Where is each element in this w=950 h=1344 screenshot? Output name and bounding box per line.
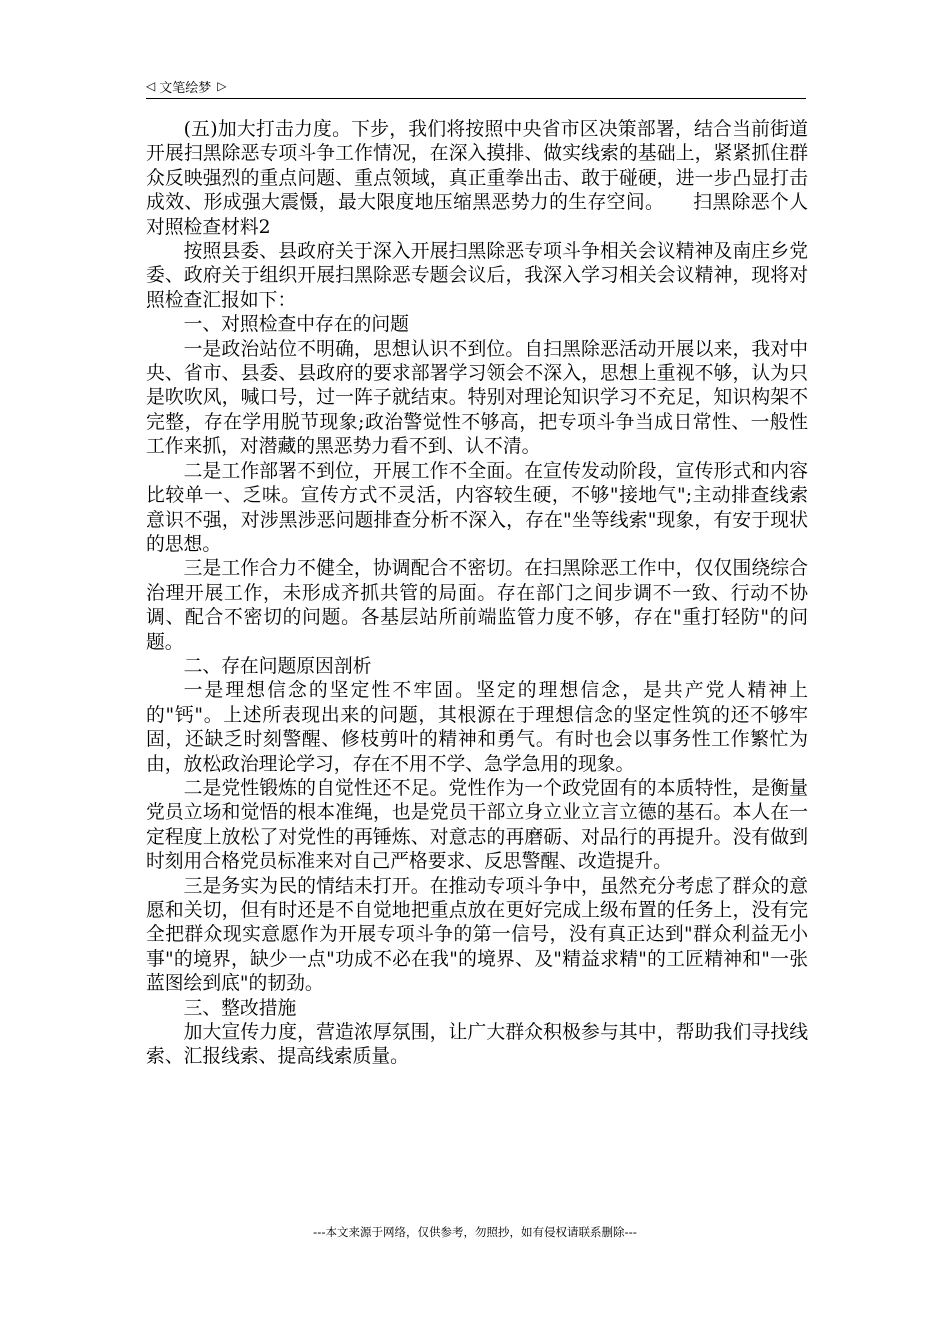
section-heading: 二、存在问题原因剖析 bbox=[183, 655, 372, 677]
section-heading: 三、整改措施 bbox=[183, 997, 297, 1019]
right-triangle-icon: ▷ bbox=[217, 79, 227, 93]
paragraph: (五)加大打击力度。下步，我们将按照中央省市区决策部署，结合当前街道开展扫黑除恶专项斗争工作情况，在深入摸排、做实线索的基础上，紧紧抓住群众反映强烈的重点问题、重点领域，真正重拳出击、敢于碰硬，进一步凸显打击成效、形成强大震慑，最大限度地压缩黑恶势力的生存空间。 扫黑除恶个人对照检查材料2 bbox=[146, 119, 808, 238]
paragraph: 二是工作部署不到位，开展工作不全面。在宣传发动阶段，宣传形式和内容比较单一、乏味。宣传方式不灵活，内容较生硬，不够"接地气";主动排查线索意识不强，对涉黑涉恶问题排查分析不深入，存在"坐等线索"现象，有安于现状的思想。 bbox=[146, 460, 808, 555]
paragraph: 二是党性锻炼的自觉性还不足。党性作为一个政党固有的本质特性，是衡量党员立场和觉悟的根本准绳，也是党员干部立身立业立言立德的基石。本人在一定程度上放松了对党性的再锤炼、对意志的再磨砺、对品行的再提升。没有做到时刻用合格党员标准来对自己严格要求、反思警醒、改造提升。 bbox=[146, 777, 808, 873]
footer-disclaimer: ---本文来源于网络，仅供参考，勿照抄，如有侵权请联系删除--- bbox=[313, 1225, 637, 1239]
paragraph: 一是理想信念的坚定性不牢固。坚定的理想信念，是共产党人精神上的"钙"。上述所表现出来的问题，其根源在于理想信念的坚定性筑的还不够牢固，还缺乏时刻警醒、修枝剪叶的精神和勇气。有时也会以事务性工作繁忙为由，放松政治理论学习，存在不用不学、急学急用的现象。 bbox=[146, 680, 808, 775]
paragraph: 加大宣传力度，营造浓厚氛围，让广大群众积极参与其中，帮助我们寻找线索、汇报线索、提高线索质量。 bbox=[146, 1022, 808, 1068]
paragraph: 三是工作合力不健全，协调配合不密切。在扫黑除恶工作中，仅仅围绕综合治理开展工作，未形成齐抓共管的局面。存在部门之间步调不一致、行动不协调、配合不密切的问题。各基层站所前端监管力度不够，存在"重打轻防"的问题。 bbox=[146, 558, 808, 653]
paragraph: 按照县委、县政府关于深入开展扫黑除恶专项斗争相关会议精神及南庄乡党委、政府关于组织开展扫黑除恶专题会议后，我深入学习相关会议精神，现将对照检查汇报如下： bbox=[146, 241, 808, 311]
page-header bbox=[146, 74, 806, 99]
document-body bbox=[146, 118, 808, 1070]
paragraph: 三是务实为民的情结未打开。在推动专项斗争中，虽然充分考虑了群众的意愿和关切，但有时还是不自觉地把重点放在更好完成上级布置的任务上，没有完全把群众现实意愿作为开展专项斗争的第一信号，没有真正达到"群众利益无小事"的境界，缺少一点"功成不必在我"的境界、及"精益求精"的工匠精神和"一张蓝图绘到底"的韧劲。 bbox=[146, 875, 808, 995]
section-heading: 一、对照检查中存在的问题 bbox=[183, 314, 409, 336]
paragraph: 一是政治站位不明确，思想认识不到位。自扫黑除恶活动开展以来，我对中央、省市、县委、县政府的要求部署学习领会不深入，思想上重视不够，认为只是吹吹风，喊口号，过一阵子就结束。特别对理论知识学习不充足，知识构架不完整，存在学用脱节现象;政治警觉性不够高，把专项斗争当成日常性、一般性工作来抓，对潜藏的黑恶势力看不到、认不清。 bbox=[146, 338, 808, 458]
brand-name: 文笔绘梦 bbox=[159, 80, 212, 96]
left-triangle-icon: ◁ bbox=[146, 79, 156, 93]
